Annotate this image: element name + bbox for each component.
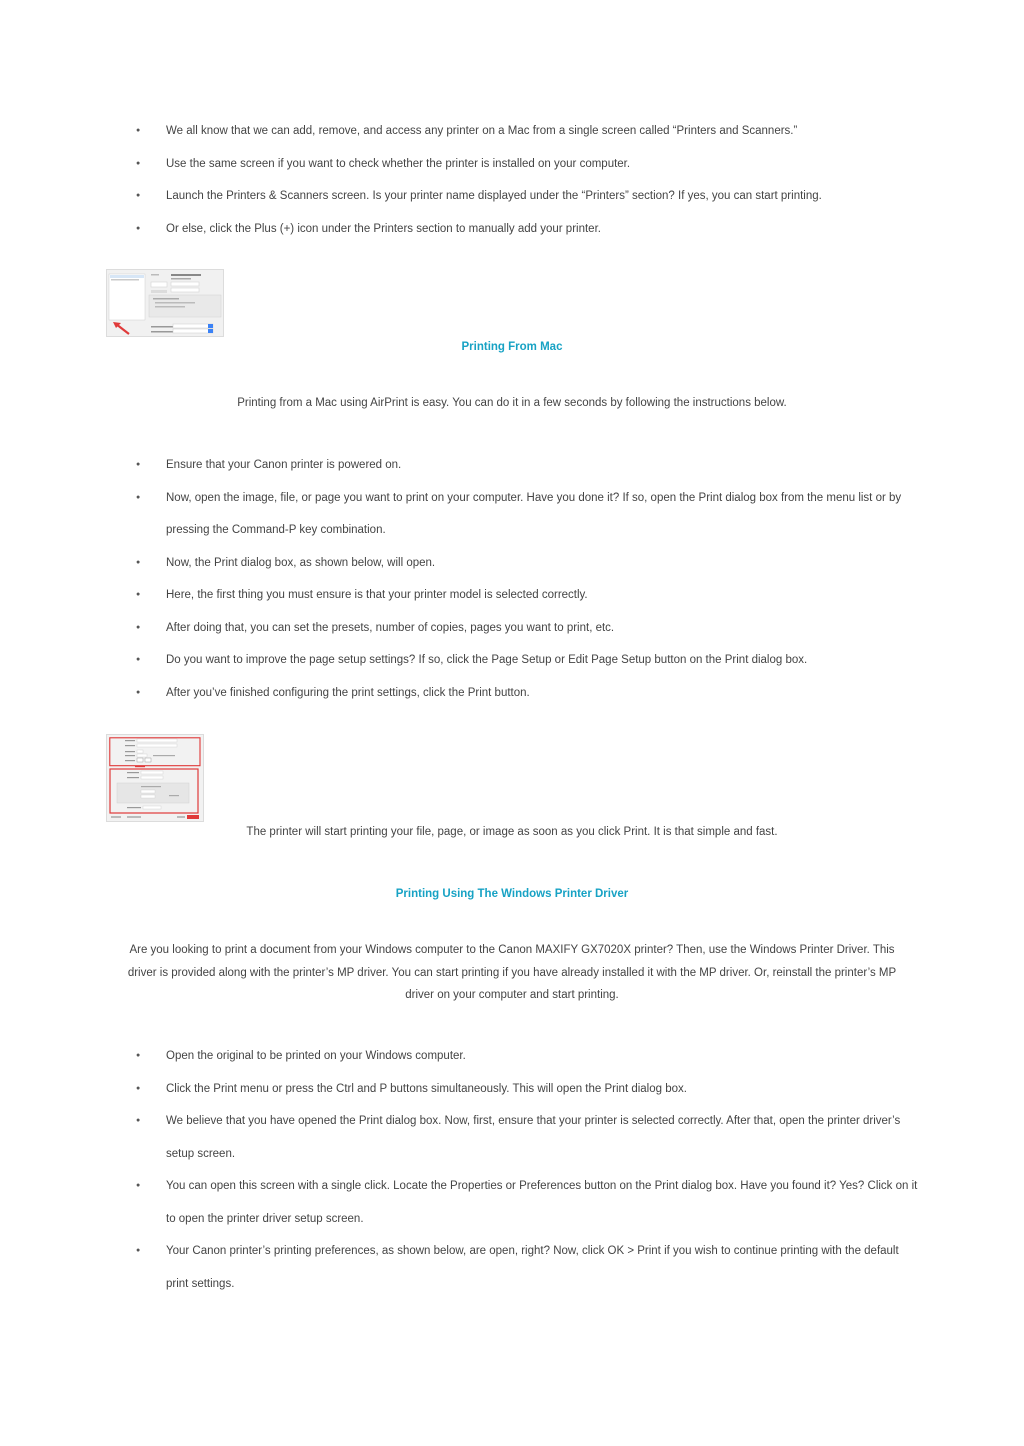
paragraph-airprint-intro: Printing from a Mac using AirPrint is easy. You can do it in a few seconds by following the instructions below. xyxy=(237,397,787,409)
heading-printing-from-mac: Printing From Mac xyxy=(461,341,563,353)
list-item: ● Your Canon printer’s printing preferences, as shown below, are open, right? Now, click OK > Print if you wish to continue printing with the default print settings. xyxy=(0,1235,1024,1300)
paragraph-windows-intro: Are you looking to print a document from your Windows computer to the Canon MAXIFY GX7020X printer? Then, use the Windows Printer Driver. This driver is provided along with the printer’s MP driver. You can start printing if you have already installed it with the MP driver. Or, reinstall the printer’s MP driver on your computer and start printing. xyxy=(127,944,897,1001)
mac-print-steps-list xyxy=(0,449,1024,709)
paragraph-print-result: The printer will start printing your file, page, or image as soon as you click Print. It is that simple and fast. xyxy=(246,826,778,838)
heading-windows-printer-driver: Printing Using The Windows Printer Driver xyxy=(395,888,629,900)
list-item: ● Use the same screen if you want to check whether the printer is installed on your computer. xyxy=(0,148,1024,181)
list-item: ● Here, the first thing you must ensure is that your printer model is selected correctly. xyxy=(0,579,1024,612)
list-item: ● Do you want to improve the page setup settings? If so, click the Page Setup or Edit Page Setup button on the Print dialog box. xyxy=(0,644,1024,677)
list-item: ● We believe that you have opened the Print dialog box. Now, first, ensure that your printer is selected correctly. After that, open the printer driver’s setup screen. xyxy=(0,1105,1024,1170)
list-item: ● Ensure that your Canon printer is powered on. xyxy=(0,449,1024,482)
list-item: ● We all know that we can add, remove, and access any printer on a Mac from a single screen called “Printers and Scanners.” xyxy=(0,115,1024,148)
windows-print-steps-list xyxy=(0,1040,1024,1300)
list-item: ● Now, open the image, file, or page you want to print on your computer. Have you done it? If so, open the Print dialog box from the menu list or by pressing the Command-P key combination. xyxy=(0,482,1024,547)
list-item: ● Launch the Printers & Scanners screen. Is your printer name displayed under the “Printers” section? If yes, you can start printing. xyxy=(0,180,1024,213)
printers-scanners-screenshot xyxy=(106,269,224,337)
list-item: ● Open the original to be printed on your Windows computer. xyxy=(0,1040,1024,1073)
list-item: ● Or else, click the Plus (+) icon under the Printers section to manually add your printer. xyxy=(0,213,1024,246)
list-item: ● Now, the Print dialog box, as shown below, will open. xyxy=(0,547,1024,580)
list-item: ● You can open this screen with a single click. Locate the Properties or Preferences button on the Print dialog box. Have you found it? Yes? Click on it to open the printer driver setup screen. xyxy=(0,1170,1024,1235)
print-dialog-screenshot xyxy=(106,734,204,822)
list-item: ● Click the Print menu or press the Ctrl and P buttons simultaneously. This will open the Print dialog box. xyxy=(0,1073,1024,1106)
list-item: ● After you’ve finished configuring the print settings, click the Print button. xyxy=(0,677,1024,710)
list-item: ● After doing that, you can set the presets, number of copies, pages you want to print, etc. xyxy=(0,612,1024,645)
mac-printers-list xyxy=(0,115,1024,245)
